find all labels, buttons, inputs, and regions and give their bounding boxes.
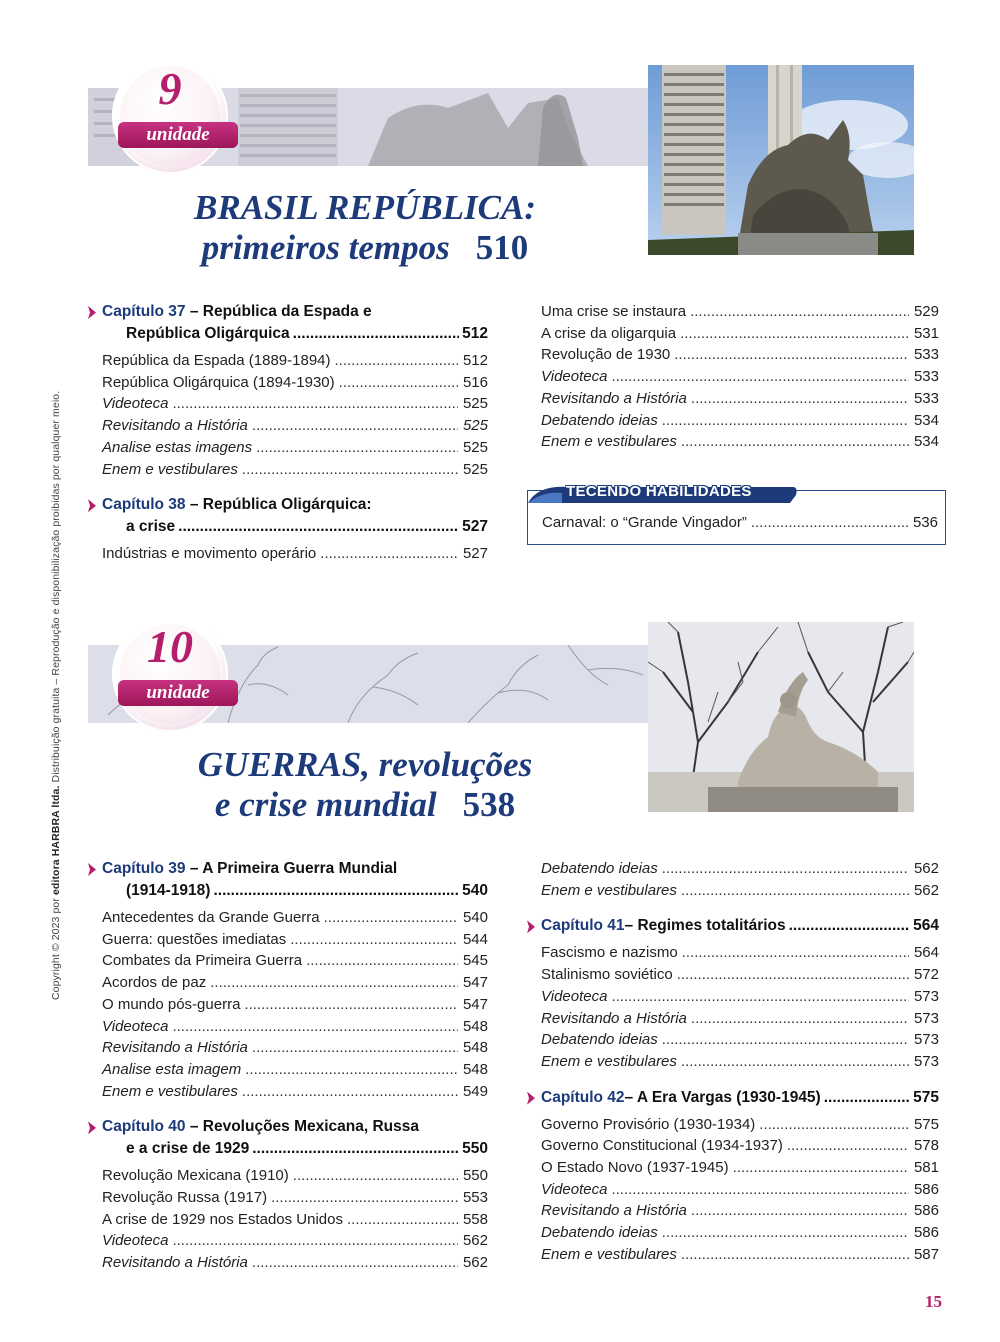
unit-10-number: 10 xyxy=(147,621,193,672)
chapter-40-heading[interactable] xyxy=(88,1116,488,1160)
toc-entry-page: 550 xyxy=(462,1167,488,1185)
toc-entry-page: 564 xyxy=(913,944,939,962)
unit-10-title xyxy=(180,745,550,825)
toc-entry[interactable] xyxy=(527,1008,939,1030)
toc-entry[interactable] xyxy=(527,880,939,902)
toc-entry-text: Videoteca xyxy=(102,1232,169,1250)
toc-entry[interactable] xyxy=(88,543,488,565)
toc-entry-text: Enem e vestibulares xyxy=(541,881,677,899)
toc-entry[interactable] xyxy=(88,415,488,437)
toc-entry-text: Enem e vestibulares xyxy=(102,460,238,478)
toc-entry-page: 525 xyxy=(462,395,488,413)
toc-entry-text: Acordos de paz xyxy=(102,974,207,992)
chapter-marker-icon xyxy=(88,863,96,876)
toc-entry-page: 562 xyxy=(462,1254,488,1272)
toc-entry-page: 547 xyxy=(462,995,488,1013)
toc-entry-text: Analise esta imagem xyxy=(102,1060,242,1078)
chapter-38-heading[interactable] xyxy=(88,494,488,538)
unit-10-photo xyxy=(648,622,914,812)
toc-entry[interactable] xyxy=(527,986,939,1008)
toc-entry-page: 512 xyxy=(462,352,488,369)
toc-entry-text: Revolução de 1930 xyxy=(541,346,671,364)
toc-entry[interactable] xyxy=(88,1059,488,1081)
habilidades-label: TECENDO HABILIDADES xyxy=(566,483,752,500)
unit-10-page: 538 xyxy=(462,785,516,824)
chapter-38-number: Capítulo 38 xyxy=(102,496,186,514)
toc-entry-page: 586 xyxy=(913,1224,939,1242)
toc-entry-text: Revolução Russa (1917) xyxy=(102,1189,268,1207)
toc-entry[interactable] xyxy=(88,1230,488,1252)
toc-entry-page: 540 xyxy=(462,909,488,926)
chapter-42-heading[interactable] xyxy=(527,1087,939,1109)
toc-entry-text: Combates da Primeira Guerra xyxy=(102,952,303,970)
unit-10-title-line2: e crise mundial xyxy=(214,785,437,824)
copyright-suffix: Distribuição gratuita – Reprodução e disponibilização proibidas por qualquer meio. xyxy=(50,390,62,786)
toc-entry-page: 548 xyxy=(462,1060,488,1078)
toc-entry-page: 531 xyxy=(913,324,939,342)
chapter-39-page: 540 xyxy=(462,882,488,899)
toc-entry[interactable] xyxy=(527,1114,939,1136)
toc-entry[interactable] xyxy=(527,1222,939,1244)
toc-entry-text: Revolução Mexicana (1910) xyxy=(102,1167,289,1185)
copyright-prefix: Copyright © 2023 por xyxy=(50,895,62,1000)
toc-entry-text: Debatendo ideias xyxy=(541,411,658,429)
chapter-39-heading[interactable] xyxy=(88,858,488,902)
toc-entry-text: República da Espada (1889-1894) xyxy=(102,352,331,369)
toc-entry-page: 545 xyxy=(462,952,488,970)
toc-entry-page: 586 xyxy=(913,1202,939,1220)
toc-entry-text: Analise estas imagens xyxy=(102,438,253,456)
toc-entry-page: 533 xyxy=(913,346,939,364)
toc-entry[interactable] xyxy=(527,858,939,880)
toc-entry-text: Antecedentes da Grande Guerra xyxy=(102,909,320,926)
chapter-37-title-2: República Oligárquica xyxy=(126,325,290,342)
toc-entry[interactable] xyxy=(527,388,939,410)
toc-entry-page: 573 xyxy=(913,1009,939,1027)
toc-entry-text: A crise de 1929 nos Estados Unidos xyxy=(102,1210,343,1228)
toc-entry-text: Uma crise se instaura xyxy=(541,303,687,320)
toc-entry[interactable] xyxy=(527,410,939,432)
unit-10-label: unidade xyxy=(118,680,238,706)
toc-entry-page: 525 xyxy=(462,438,488,456)
toc-entry-text: Revisitando a História xyxy=(102,1039,248,1057)
chapter-39-number: Capítulo 39 xyxy=(102,860,186,877)
toc-entry[interactable] xyxy=(88,907,488,929)
chapter-42-title: – A Era Vargas (1930-1945) xyxy=(624,1088,821,1106)
toc-entry[interactable] xyxy=(88,437,488,459)
unit-9-left-column xyxy=(88,301,488,565)
toc-entry[interactable] xyxy=(527,1135,939,1157)
toc-entry-page: 553 xyxy=(462,1189,488,1207)
toc-entry-text: Fascismo e nazismo xyxy=(541,944,678,962)
toc-entry-page: 525 xyxy=(462,460,488,478)
toc-entry-text: Revisitando a História xyxy=(102,417,248,435)
toc-entry[interactable] xyxy=(88,1016,488,1038)
toc-entry[interactable] xyxy=(88,393,488,415)
toc-entry-page: 533 xyxy=(913,368,939,386)
unit-9-title-line2: primeiros tempos xyxy=(201,228,450,267)
toc-entry-text: Debatendo ideias xyxy=(541,1031,658,1049)
toc-entry-page: 536 xyxy=(912,514,938,531)
toc-entry[interactable] xyxy=(88,459,488,481)
toc-entry-page: 549 xyxy=(462,1082,488,1100)
toc-entry[interactable] xyxy=(527,1029,939,1051)
toc-entry-page: 572 xyxy=(913,966,939,984)
publisher-name: editora HARBRA ltda. xyxy=(50,785,62,896)
chapter-41-number: Capítulo 41 xyxy=(541,917,625,935)
chapter-37-title-1: – República da Espada e xyxy=(185,303,372,320)
chapter-42-page: 575 xyxy=(913,1088,939,1106)
toc-entry[interactable] xyxy=(527,344,939,366)
toc-entry[interactable] xyxy=(88,1037,488,1059)
chapter-marker-icon xyxy=(88,499,96,512)
toc-entry-page: 548 xyxy=(462,1039,488,1057)
toc-entry[interactable] xyxy=(88,994,488,1016)
chapter-37-heading[interactable] xyxy=(88,301,488,345)
chapter-41-title: – Regimes totalitários xyxy=(624,917,786,935)
toc-entry-text: O Estado Novo (1937-1945) xyxy=(541,1159,729,1177)
toc-entry-page: 525 xyxy=(462,417,488,435)
toc-entry[interactable] xyxy=(527,1244,939,1266)
toc-entry-text: República Oligárquica (1894-1930) xyxy=(102,373,335,391)
toc-entry-page: 578 xyxy=(913,1137,939,1155)
toc-entry-text: Governo Provisório (1930-1934) xyxy=(541,1115,756,1133)
toc-entry-page: 534 xyxy=(913,433,939,451)
toc-entry-page: 586 xyxy=(913,1180,939,1198)
toc-entry[interactable] xyxy=(88,1252,488,1274)
toc-entry-page: 581 xyxy=(913,1159,939,1177)
toc-entry-text: Guerra: questões imediatas xyxy=(102,930,287,948)
toc-entry-page: 516 xyxy=(462,373,488,391)
toc-entry[interactable] xyxy=(527,1200,939,1222)
toc-entry-text: Videoteca xyxy=(102,1017,169,1035)
toc-entry[interactable] xyxy=(527,431,939,453)
toc-entry[interactable] xyxy=(527,964,939,986)
toc-entry[interactable] xyxy=(88,372,488,394)
toc-entry[interactable] xyxy=(88,1165,488,1187)
toc-entry-page: 562 xyxy=(913,881,939,899)
toc-entry-page: 527 xyxy=(462,545,488,563)
toc-entry-text: Enem e vestibulares xyxy=(102,1082,238,1100)
unit-9-photo xyxy=(648,65,914,255)
unit-10-title-line1: GUERRAS, revoluções xyxy=(197,745,533,784)
toc-entry-page: 575 xyxy=(913,1115,939,1133)
unit-10-badge xyxy=(112,616,228,732)
toc-entry-text: Videoteca xyxy=(541,368,608,386)
page-number: 15 xyxy=(925,1292,942,1311)
toc-entry-page: 573 xyxy=(913,1052,939,1070)
chapter-40-number: Capítulo 40 xyxy=(102,1118,186,1136)
chapter-marker-icon xyxy=(527,1092,535,1105)
toc-entry[interactable] xyxy=(88,1081,488,1103)
unit-10-right-column xyxy=(527,858,939,1266)
toc-entry-text: Indústrias e movimento operário xyxy=(102,545,317,563)
chapter-40-title-1: – Revoluções Mexicana, Russa xyxy=(185,1118,420,1136)
toc-entry[interactable] xyxy=(88,972,488,994)
toc-entry[interactable] xyxy=(527,942,939,964)
toc-entry[interactable] xyxy=(88,929,488,951)
toc-entry[interactable] xyxy=(527,301,939,323)
toc-entry-text: Revisitando a História xyxy=(541,1009,687,1027)
toc-entry-page: 573 xyxy=(913,1031,939,1049)
toc-entry-page: 562 xyxy=(462,1232,488,1250)
toc-entry-text: A crise da oligarquia xyxy=(541,324,677,342)
toc-entry[interactable] xyxy=(528,512,938,534)
chapter-37-number: Capítulo 37 xyxy=(102,303,186,320)
toc-entry-text: Debatendo ideias xyxy=(541,860,658,877)
toc-entry-text: Videoteca xyxy=(541,987,608,1005)
toc-entry-text: Governo Constitucional (1934-1937) xyxy=(541,1137,783,1155)
chapter-marker-icon xyxy=(88,306,96,319)
toc-entry-page: 573 xyxy=(913,987,939,1005)
toc-entry-page: 587 xyxy=(913,1245,939,1263)
toc-entry-text: Stalinismo soviético xyxy=(541,966,673,984)
toc-entry[interactable] xyxy=(527,366,939,388)
toc-entry-page: 529 xyxy=(913,303,939,320)
toc-entry[interactable] xyxy=(88,350,488,372)
toc-entry[interactable] xyxy=(88,1187,488,1209)
toc-entry-page: 534 xyxy=(913,411,939,429)
toc-entry-page: 533 xyxy=(913,389,939,407)
toc-entry-text: Videoteca xyxy=(541,1180,608,1198)
toc-entry-text: Videoteca xyxy=(102,395,169,413)
toc-entry-page: 548 xyxy=(462,1017,488,1035)
unit-9-right-column xyxy=(527,301,939,453)
toc-entry-page: 544 xyxy=(462,930,488,948)
chapter-41-heading[interactable] xyxy=(527,915,939,937)
copyright-note xyxy=(50,340,62,1000)
toc-entry-text: Carnaval: o “Grande Vingador” xyxy=(542,514,747,531)
toc-entry-text: Revisitando a História xyxy=(102,1254,248,1272)
toc-entry-text: Enem e vestibulares xyxy=(541,433,677,451)
toc-entry-page: 562 xyxy=(913,860,939,877)
chapter-38-title-2: a crise xyxy=(126,518,176,536)
toc-entry[interactable] xyxy=(527,1179,939,1201)
unit-10-left-column xyxy=(88,858,488,1274)
unit-9-number: 9 xyxy=(158,63,182,114)
chapter-39-title-1: – A Primeira Guerra Mundial xyxy=(185,860,398,877)
toc-entry-text: Revisitando a História xyxy=(541,389,687,407)
chapter-38-page: 527 xyxy=(462,518,488,536)
chapter-41-page: 564 xyxy=(913,917,939,935)
toc-entry-text: Enem e vestibulares xyxy=(541,1245,677,1263)
unit-9-badge xyxy=(112,58,228,174)
chapter-marker-icon xyxy=(527,920,535,933)
toc-entry-text: Enem e vestibulares xyxy=(541,1052,677,1070)
toc-entry[interactable] xyxy=(527,323,939,345)
toc-entry[interactable] xyxy=(88,1209,488,1231)
unit-9-title xyxy=(180,188,550,268)
unit-9-label: unidade xyxy=(118,122,238,148)
chapter-42-number: Capítulo 42 xyxy=(541,1088,625,1106)
toc-entry[interactable] xyxy=(527,1157,939,1179)
chapter-37-page: 512 xyxy=(462,325,488,342)
unit-9-title-line1: BRASIL REPÚBLICA: xyxy=(194,188,536,227)
toc-entry-page: 547 xyxy=(462,974,488,992)
chapter-marker-icon xyxy=(88,1121,96,1134)
chapter-40-page: 550 xyxy=(462,1140,488,1158)
unit-9-page: 510 xyxy=(475,228,529,267)
chapter-38-title-1: – República Oligárquica: xyxy=(185,496,372,514)
toc-entry[interactable] xyxy=(527,1051,939,1073)
toc-entry-page: 558 xyxy=(462,1210,488,1228)
toc-entry-text: Debatendo ideias xyxy=(541,1224,658,1242)
toc-entry[interactable] xyxy=(88,950,488,972)
chapter-39-title-2: (1914-1918) xyxy=(126,882,211,899)
toc-entry-text: O mundo pós-guerra xyxy=(102,995,241,1013)
toc-entry-text: Revisitando a História xyxy=(541,1202,687,1220)
tecendo-habilidades-box xyxy=(527,483,946,545)
chapter-40-title-2: e a crise de 1929 xyxy=(126,1140,250,1158)
